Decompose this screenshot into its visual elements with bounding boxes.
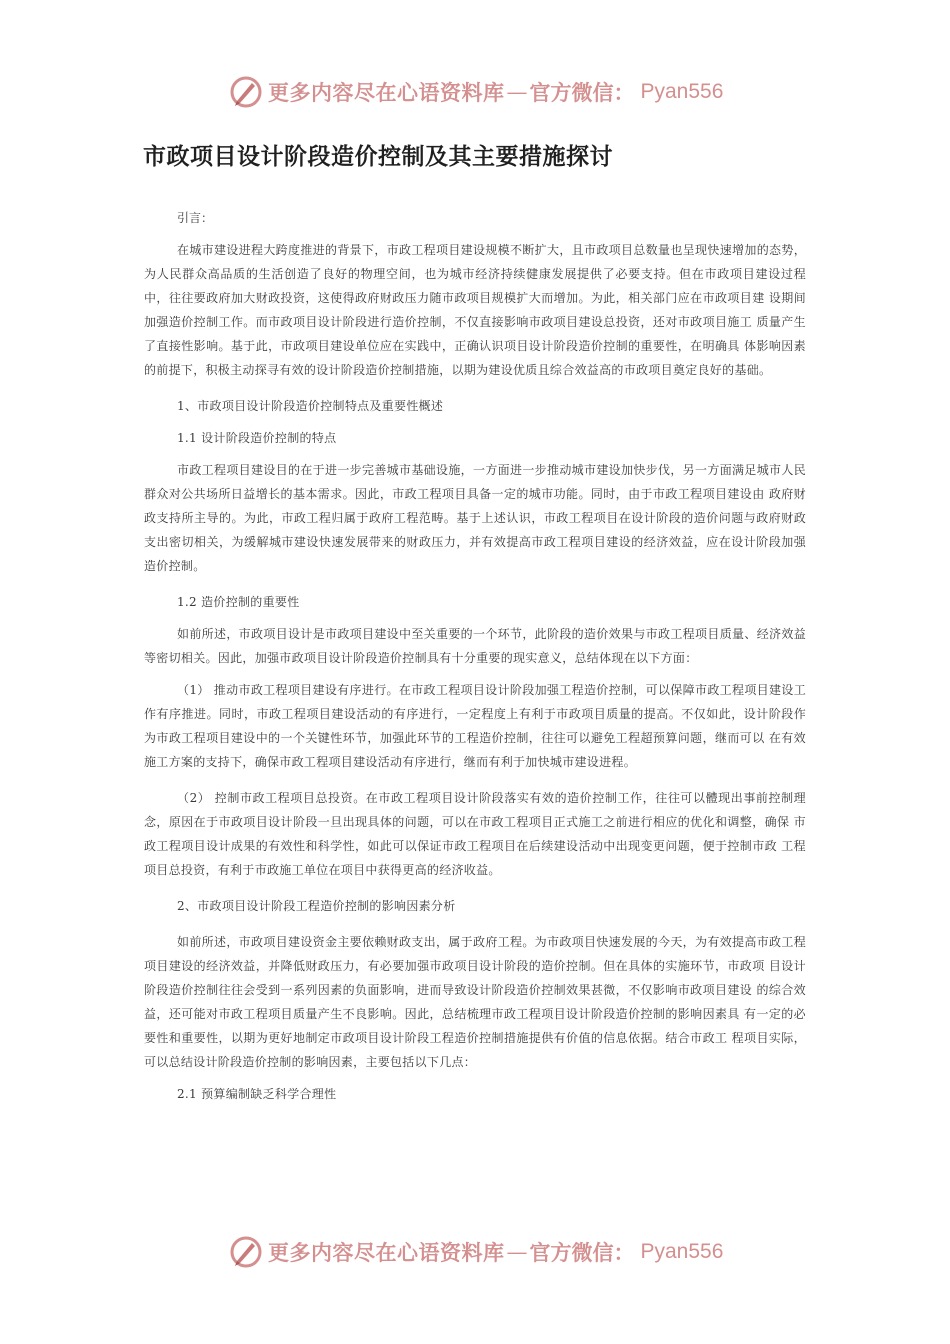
heading-2-1: 2.1 预算编制缺乏科学合理性 [177,1087,337,1101]
heading-1-1: 1.1 设计阶段造价控制的特点 [177,431,337,445]
banner-wechat-label: 官方微信： [529,80,635,105]
pen-logo-icon [228,1234,264,1270]
heading-1-2: 1.2 造价控制的重要性 [177,595,300,609]
list-item-2: （2） 控制市政工程项目总投资。在市政工程项目设计阶段落实有效的造价控制工作，往往可以體现出事前控制理念，原因在于市政项目设计阶段一旦出现具体的问题，可以在市政工程项目正式施工之前进行相应的优化和调整，确保 市政工程项目设计成果的有效性和科学性，如此可以保证市政工程项目在后续建设活动中出现变更问题，便于控制市政 工程项目总投资，有利于市政施工单位在项目中获得更高的经济收益。 [144,791,806,877]
pen-logo-icon [228,74,264,110]
paragraph-intro: 在城市建设进程大跨度推进的背景下，市政工程项目建设规模不断扩大，且市政项目总数量也呈现快速增加的态势，为人民群众高品质的生活创造了良好的物理空间，也为城市经济持续健康发展提供了必要支持。但在市政项目建设过程中，往往要政府加大财政投资，这使得政府财政压力随市政项目规模扩大而增加。为此，相关部门应在市政项目建 设期间加强造价控制工作。而市政项目设计阶段进行造价控制，不仅直接影响市政项目建设总投资，还对市政项目施工 质量产生了直接性影响。基于此，市政项目建设单位应在实践中，正确认识项目设计阶段造价控制的重要性，在明确具 体影响因素的前提下，积极主动探寻有效的设计阶段造价控制措施，以期为建设优质且综合效益高的市政项目奠定良好的基础。 [144,243,806,377]
page-title: 市政项目设计阶段造价控制及其主要措施探讨 [143,144,613,170]
banner-wechat-id: Pyan556 [640,80,724,103]
paragraph-1-2: 如前所述，市政项目设计是市政项目建设中至关重要的一个环节，此阶段的造价效果与市政工程项目质量、经济效益等密切相关。因此，加强市政项目设计阶段造价控制具有十分重要的现实意义，总结体现在以下方面： [144,627,806,665]
intro-label: 引言： [177,211,214,225]
paragraph-2: 如前所述，市政项目建设资金主要依赖财政支出，属于政府工程。为市政项目快速发展的今天，为有效提高市政工程项目建设的经济效益，并降低财政压力，有必要加强市政项目设计阶段的造价控制。但在具体的实施环节，市政项 目设计阶段造价控制往往会受到一系列因素的负面影响，进而导致设计阶段造价控制效果甚微，不仅影响市政项目建设 的综合效益，还可能对市政工程项目质量产生不良影响。因此，总结梳理市政工程项目设计阶段造价控制的影响因素具 有一定的必要性和重要性，以期为更好地制定市政项目设计阶段工程造价控制措施提供有价值的信息依据。结合市政工 程项目实际，可以总结设计阶段造价控制的影响因素，主要包括以下几点： [144,935,806,1069]
banner-text: 更多内容尽在心语资料库 [268,1240,505,1265]
banner-text: 更多内容尽在心语资料库 [268,80,505,105]
heading-1: 1、市政项目设计阶段造价控制特点及重要性概述 [177,399,444,413]
banner-wechat-label: 官方微信： [529,1240,635,1265]
paragraph-1-1: 市政工程项目建设目的在于进一步完善城市基础设施，一方面进一步推动城市建设加快步伐，另一方面满足城市人民群众对公共场所日益增长的基本需求。因此，市政工程项目具备一定的城市功能。同时，由于市政工程项目建设由 政府财政支持所主导的。为此，市政工程归属于政府工程范畴。基于上述认识，市政工程项目在设计阶段的造价问题与政府财政支出密切相关，为缓解城市建设快速发展带来的财政压力，并有效提高市政工程项目建设的经济效益，应在设计阶段加强造价控制。 [144,463,806,573]
banner-dash: — [506,80,528,104]
document-body [144,206,806,1106]
header-banner [228,72,723,112]
banner-dash: — [506,1240,528,1264]
banner-wechat-id: Pyan556 [640,1240,724,1263]
heading-2: 2、市政项目设计阶段工程造价控制的影响因素分析 [177,899,456,913]
footer-banner [228,1232,723,1272]
list-item-1: （1） 推动市政工程项目建设有序进行。在市政工程项目设计阶段加强工程造价控制，可以保障市政工程项目建设工作有序推进。同时，市政工程项目建设活动的有序进行，一定程度上有利于市政项目质量的提高。不仅如此，设计阶段作为市政工程项目建设中的一个关键性环节，加强此环节的工程造价控制，往往可以避免工程超预算问题，继而可以 在有效施工方案的支持下，确保市政工程项目建设活动有序进行，继而有利于加快城市建设进程。 [144,683,806,769]
